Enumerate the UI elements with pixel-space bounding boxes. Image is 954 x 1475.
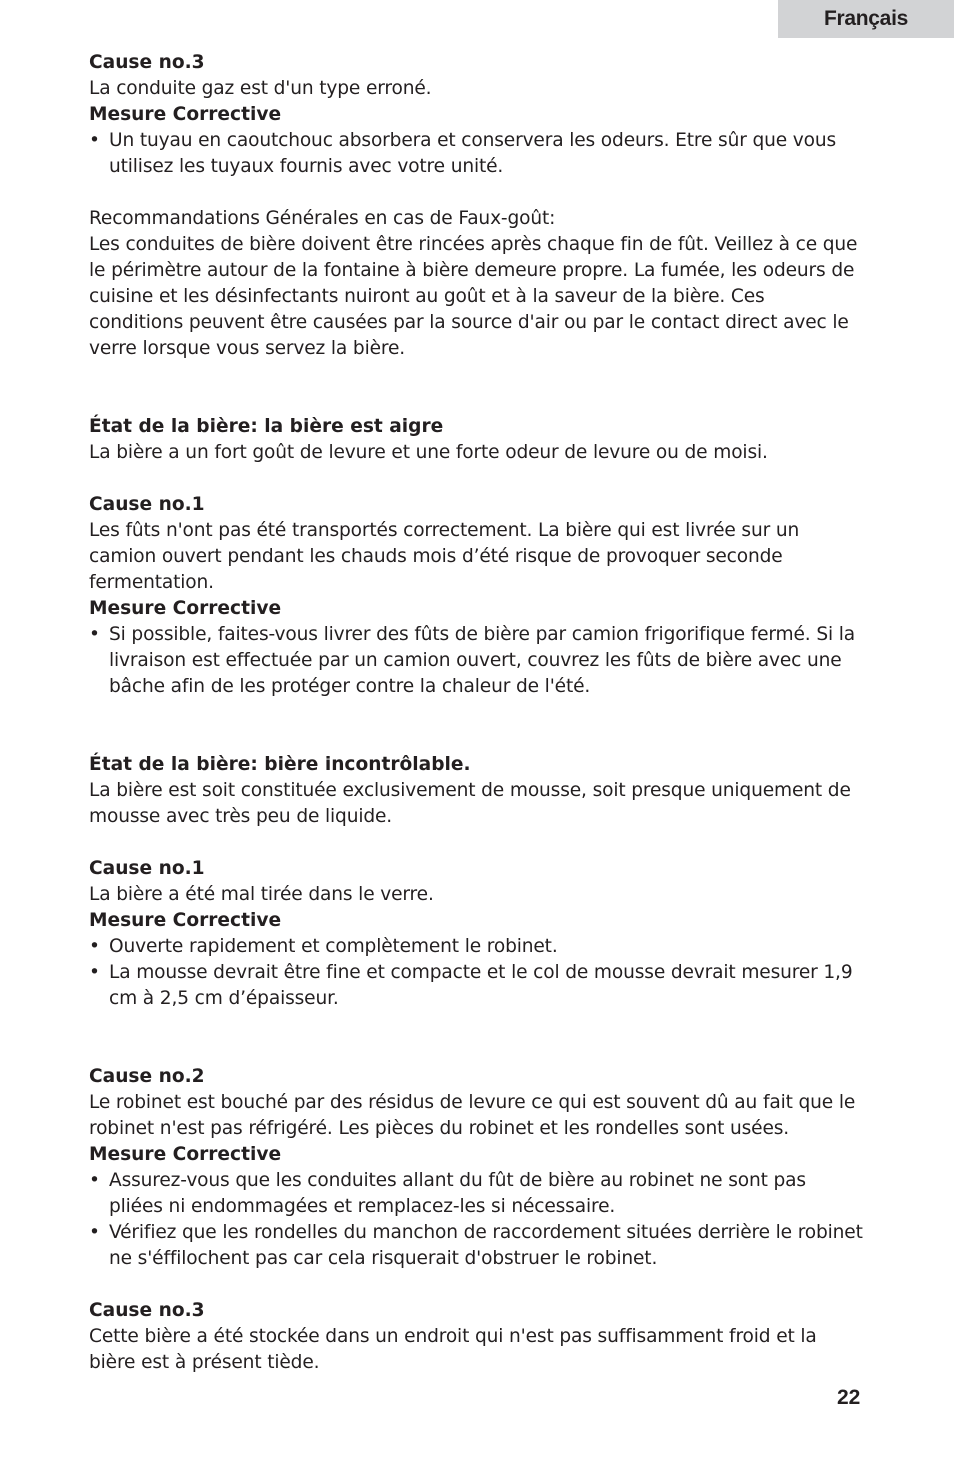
cause-text: Les fûts n'ont pas été transportés correctement. La bière qui est livrée sur un camion ouvert pendant les chauds mois d’été risque de provoquer seconde fermentation. <box>89 520 800 593</box>
general-recommendations-title: Recommandations Générales en cas de Faux-goût: <box>89 208 556 229</box>
bullet-icon: • <box>89 962 100 983</box>
bullet-item: • Si possible, faites-vous livrer des fûts de bière par camion frigorifique fermé. Si la livraison est effectuée par un camion ouvert, couvrez les fûts de bière avec une bâche afin de les protéger contre la chaleur de l'été. <box>89 624 856 697</box>
general-recommendations-text: Les conduites de bière doivent être rincées après chaque fin de fût. Veillez à ce que le périmètre autour de la fontaine à bière demeure propre. La fumée, les odeurs de cuisine et les désinfectants nuiront au goût et à la saveur de la bière. Ces conditions peuvent être causées par la source d'air ou par le contact direct avec le verre lorsque vous servez la bière. <box>89 234 858 359</box>
measure-heading: Mesure Corrective <box>89 1144 282 1165</box>
beer-state-description: La bière a un fort goût de levure et une forte odeur de levure ou de moisi. <box>89 442 768 463</box>
beer-state-heading: État de la bière: la bière est aigre <box>89 416 444 437</box>
page-content <box>89 50 864 1376</box>
measure-heading: Mesure Corrective <box>89 910 282 931</box>
page-number: 22 <box>837 1386 861 1409</box>
cause-text: La conduite gaz est d'un type erroné. <box>89 78 432 99</box>
bullet-item: • Un tuyau en caoutchouc absorbera et conservera les odeurs. Etre sûr que vous utilisez les tuyaux fournis avec votre unité. <box>89 130 837 177</box>
beer-state-description: La bière est soit constituée exclusivement de mousse, soit presque uniquement de mousse avec très peu de liquide. <box>89 780 851 827</box>
measure-heading: Mesure Corrective <box>89 104 282 125</box>
beer-state-heading: État de la bière: bière incontrôlable. <box>89 754 471 775</box>
bullet-item: • Assurez-vous que les conduites allant du fût de bière au robinet ne sont pas pliées ni endommagées et remplacez-les si nécessaire. <box>89 1170 806 1217</box>
cause-heading: Cause no.2 <box>89 1066 205 1087</box>
cause-heading: Cause no.1 <box>89 494 205 515</box>
bullet-icon: • <box>89 1222 100 1243</box>
bullet-icon: • <box>89 130 100 151</box>
bullet-item: • Ouverte rapidement et complètement le robinet. <box>89 934 864 960</box>
cause-text: Cette bière a été stockée dans un endroit qui n'est pas suffisamment froid et la bière est à présent tiède. <box>89 1326 817 1373</box>
bullet-icon: • <box>89 1170 100 1191</box>
language-tab: Français <box>778 0 954 38</box>
cause-heading: Cause no.3 <box>89 52 205 73</box>
cause-text: La bière a été mal tirée dans le verre. <box>89 884 434 905</box>
bullet-icon: • <box>89 624 100 645</box>
cause-heading: Cause no.3 <box>89 1300 205 1321</box>
measure-heading: Mesure Corrective <box>89 598 282 619</box>
cause-heading: Cause no.1 <box>89 858 205 879</box>
bullet-item: • La mousse devrait être fine et compacte et le col de mousse devrait mesurer 1,9 cm à 2,5 cm d’épaisseur. <box>89 962 853 1009</box>
bullet-icon: • <box>89 936 100 957</box>
cause-text: Le robinet est bouché par des résidus de levure ce qui est souvent dû au fait que le robinet n'est pas réfrigéré. Les pièces du robinet et les rondelles sont usées. <box>89 1092 856 1139</box>
bullet-item: • Vérifiez que les rondelles du manchon de raccordement situées derrière le robinet ne s'éffilochent pas car cela risquerait d'obstruer le robinet. <box>89 1222 863 1269</box>
